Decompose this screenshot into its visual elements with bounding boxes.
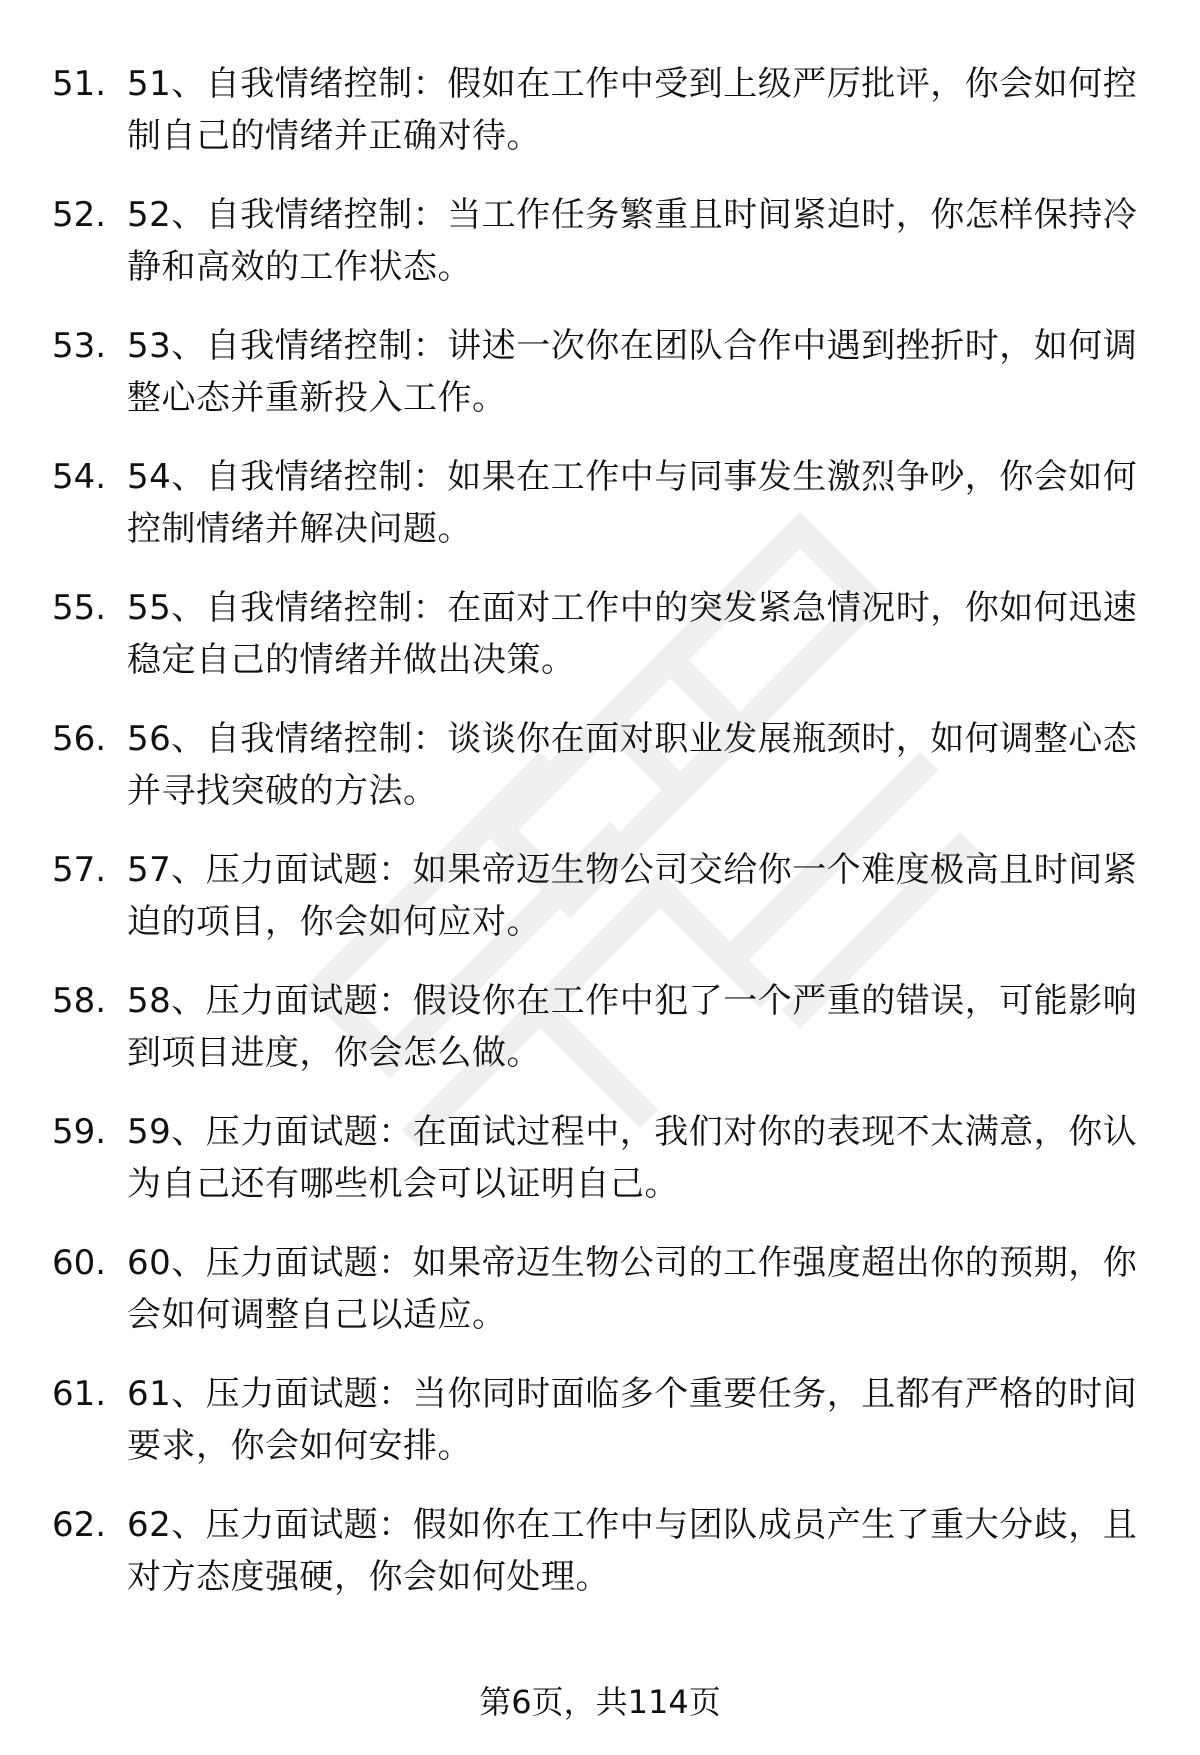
question-text: 56、自我情绪控制：谈谈你在面对职业发展瓶颈时，如何调整心态并寻找突破的方法。 (127, 719, 1138, 811)
question-text: 54、自我情绪控制：如果在工作中与同事发生激烈争吵，你会如何控制情绪并解决问题。 (127, 457, 1138, 549)
question-number: 53. (52, 326, 107, 366)
question-list (0, 58, 1200, 1630)
question-number: 57. (52, 850, 107, 890)
question-number: 52. (52, 195, 107, 235)
question-number: 51. (52, 64, 107, 104)
list-item (0, 1237, 1200, 1368)
list-item (0, 451, 1200, 582)
list-item (0, 1499, 1200, 1630)
list-item (0, 713, 1200, 844)
question-number: 56. (52, 719, 107, 759)
question-number: 62. (52, 1505, 107, 1545)
question-text: 59、压力面试题：在面试过程中，我们对你的表现不太满意，你认为自己还有哪些机会可以证明自己。 (127, 1112, 1138, 1204)
question-number: 60. (52, 1243, 107, 1283)
question-number: 61. (52, 1374, 107, 1414)
question-number: 58. (52, 981, 107, 1021)
question-text: 60、压力面试题：如果帝迈生物公司的工作强度超出你的预期，你会如何调整自己以适应。 (127, 1243, 1138, 1335)
list-item (0, 320, 1200, 451)
question-text: 53、自我情绪控制：讲述一次你在团队合作中遇到挫折时，如何调整心态并重新投入工作。 (127, 326, 1138, 418)
question-text: 52、自我情绪控制：当工作任务繁重且时间紧迫时，你怎样保持冷静和高效的工作状态。 (127, 195, 1138, 287)
list-item (0, 58, 1200, 189)
list-item (0, 189, 1200, 320)
list-item (0, 975, 1200, 1106)
question-number: 54. (52, 457, 107, 497)
question-text: 51、自我情绪控制：假如在工作中受到上级严厉批评，你会如何控制自己的情绪并正确对待。 (127, 64, 1138, 156)
question-number: 59. (52, 1112, 107, 1152)
question-text: 62、压力面试题：假如你在工作中与团队成员产生了重大分歧，且对方态度强硬，你会如何处理。 (127, 1505, 1138, 1597)
question-number: 55. (52, 588, 107, 628)
list-item (0, 844, 1200, 975)
list-item (0, 582, 1200, 713)
list-item (0, 1368, 1200, 1499)
question-text: 55、自我情绪控制：在面对工作中的突发紧急情况时，你如何迅速稳定自己的情绪并做出决策。 (127, 588, 1138, 680)
question-text: 61、压力面试题：当你同时面临多个重要任务，且都有严格的时间要求，你会如何安排。 (127, 1374, 1138, 1466)
list-item (0, 1106, 1200, 1237)
question-text: 58、压力面试题：假设你在工作中犯了一个严重的错误，可能影响到项目进度，你会怎么做。 (127, 981, 1138, 1073)
question-text: 57、压力面试题：如果帝迈生物公司交给你一个难度极高且时间紧迫的项目，你会如何应对。 (127, 850, 1138, 942)
page-footer: 第6页，共114页 (479, 1683, 721, 1721)
